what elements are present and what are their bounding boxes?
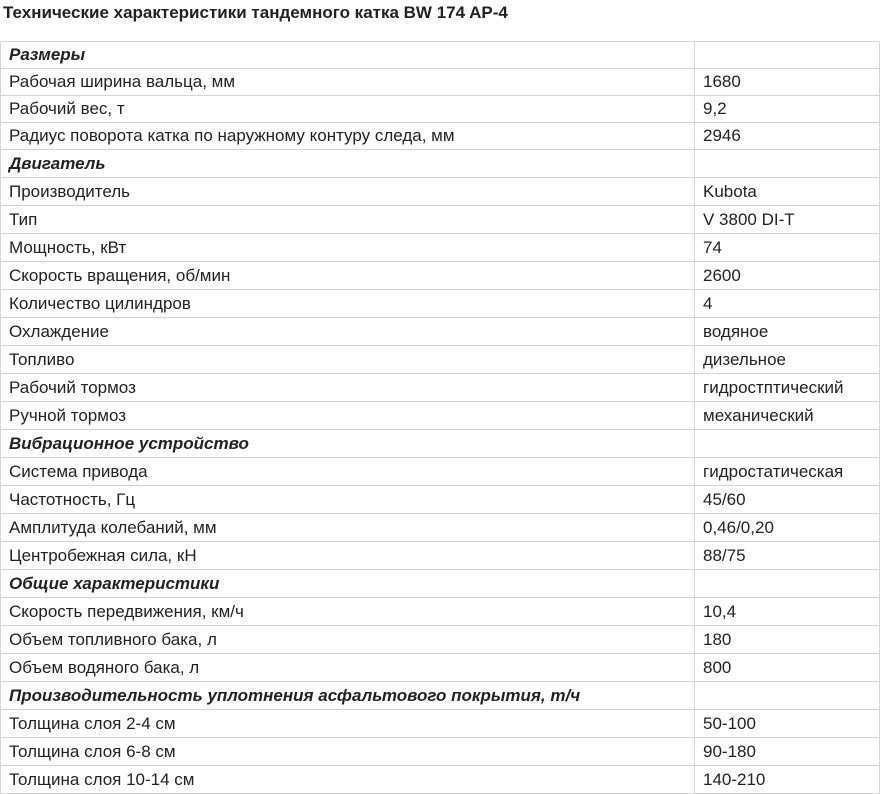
specs-table bbox=[0, 41, 880, 794]
section-title: Размеры bbox=[1, 42, 695, 69]
table-row bbox=[1, 318, 880, 346]
table-row bbox=[1, 234, 880, 262]
spec-value: 90-180 bbox=[695, 738, 880, 766]
spec-label: Охлаждение bbox=[1, 318, 695, 346]
section-empty-cell bbox=[695, 42, 880, 69]
spec-label: Центробежная сила, кН bbox=[1, 542, 695, 570]
spec-label: Мощность, кВт bbox=[1, 234, 695, 262]
spec-label: Скорость передвижения, км/ч bbox=[1, 598, 695, 626]
spec-label: Ручной тормоз bbox=[1, 402, 695, 430]
spec-label: Толщина слоя 6-8 см bbox=[1, 738, 695, 766]
spec-label: Рабочий тормоз bbox=[1, 374, 695, 402]
spec-value: 2600 bbox=[695, 262, 880, 290]
spec-label: Система привода bbox=[1, 458, 695, 486]
spec-label: Количество цилиндров bbox=[1, 290, 695, 318]
table-row bbox=[1, 262, 880, 290]
spec-value: 0,46/0,20 bbox=[695, 514, 880, 542]
spec-value: 74 bbox=[695, 234, 880, 262]
table-row bbox=[1, 96, 880, 123]
spec-label: Частотность, Гц bbox=[1, 486, 695, 514]
section-header-row bbox=[1, 430, 880, 458]
page-title: Технические характеристики тандемного катка BW 174 AP-4 bbox=[3, 3, 508, 22]
section-header-row bbox=[1, 150, 880, 178]
table-row bbox=[1, 598, 880, 626]
section-empty-cell bbox=[695, 570, 880, 598]
section-empty-cell bbox=[695, 430, 880, 458]
spec-label: Радиус поворота катка по наружному контуру следа, мм bbox=[1, 123, 695, 150]
section-header-row bbox=[1, 42, 880, 69]
spec-label: Толщина слоя 2-4 см bbox=[1, 710, 695, 738]
spec-label: Рабочий вес, т bbox=[1, 96, 695, 123]
spec-value: 88/75 bbox=[695, 542, 880, 570]
spec-value: водяное bbox=[695, 318, 880, 346]
spec-value: дизельное bbox=[695, 346, 880, 374]
spec-value: 800 bbox=[695, 654, 880, 682]
spec-value: 2946 bbox=[695, 123, 880, 150]
section-title: Общие характеристики bbox=[1, 570, 695, 598]
spec-label: Объем водяного бака, л bbox=[1, 654, 695, 682]
spec-value: 9,2 bbox=[695, 96, 880, 123]
section-title: Двигатель bbox=[1, 150, 695, 178]
spec-label: Объем топливного бака, л bbox=[1, 626, 695, 654]
section-header-row bbox=[1, 570, 880, 598]
spec-value: 10,4 bbox=[695, 598, 880, 626]
spec-value: 4 bbox=[695, 290, 880, 318]
spec-value: 1680 bbox=[695, 69, 880, 96]
table-row bbox=[1, 458, 880, 486]
spec-value: гидростптический bbox=[695, 374, 880, 402]
spec-label: Скорость вращения, об/мин bbox=[1, 262, 695, 290]
spec-value: V 3800 DI-T bbox=[695, 206, 880, 234]
section-empty-cell bbox=[695, 150, 880, 178]
spec-value: 180 bbox=[695, 626, 880, 654]
spec-label: Амплитуда колебаний, мм bbox=[1, 514, 695, 542]
table-row bbox=[1, 486, 880, 514]
table-row bbox=[1, 402, 880, 430]
table-row bbox=[1, 542, 880, 570]
table-row bbox=[1, 69, 880, 96]
section-header-row bbox=[1, 682, 880, 710]
section-empty-cell bbox=[695, 682, 880, 710]
spec-value: 45/60 bbox=[695, 486, 880, 514]
table-row bbox=[1, 514, 880, 542]
spec-label: Топливо bbox=[1, 346, 695, 374]
spec-value: механический bbox=[695, 402, 880, 430]
spec-value: 50-100 bbox=[695, 710, 880, 738]
spec-label: Производитель bbox=[1, 178, 695, 206]
table-row bbox=[1, 206, 880, 234]
table-row bbox=[1, 626, 880, 654]
table-row bbox=[1, 766, 880, 794]
spec-label: Толщина слоя 10-14 см bbox=[1, 766, 695, 794]
section-title: Производительность уплотнения асфальтового покрытия, т/ч bbox=[1, 682, 695, 710]
spec-value: Kubota bbox=[695, 178, 880, 206]
spec-value: гидростатическая bbox=[695, 458, 880, 486]
table-row bbox=[1, 710, 880, 738]
spec-label: Тип bbox=[1, 206, 695, 234]
table-row bbox=[1, 654, 880, 682]
section-title: Вибрационное устройство bbox=[1, 430, 695, 458]
table-row bbox=[1, 290, 880, 318]
table-row bbox=[1, 374, 880, 402]
table-row bbox=[1, 738, 880, 766]
spec-value: 140-210 bbox=[695, 766, 880, 794]
spec-label: Рабочая ширина вальца, мм bbox=[1, 69, 695, 96]
table-row bbox=[1, 123, 880, 150]
table-row bbox=[1, 178, 880, 206]
table-row bbox=[1, 346, 880, 374]
